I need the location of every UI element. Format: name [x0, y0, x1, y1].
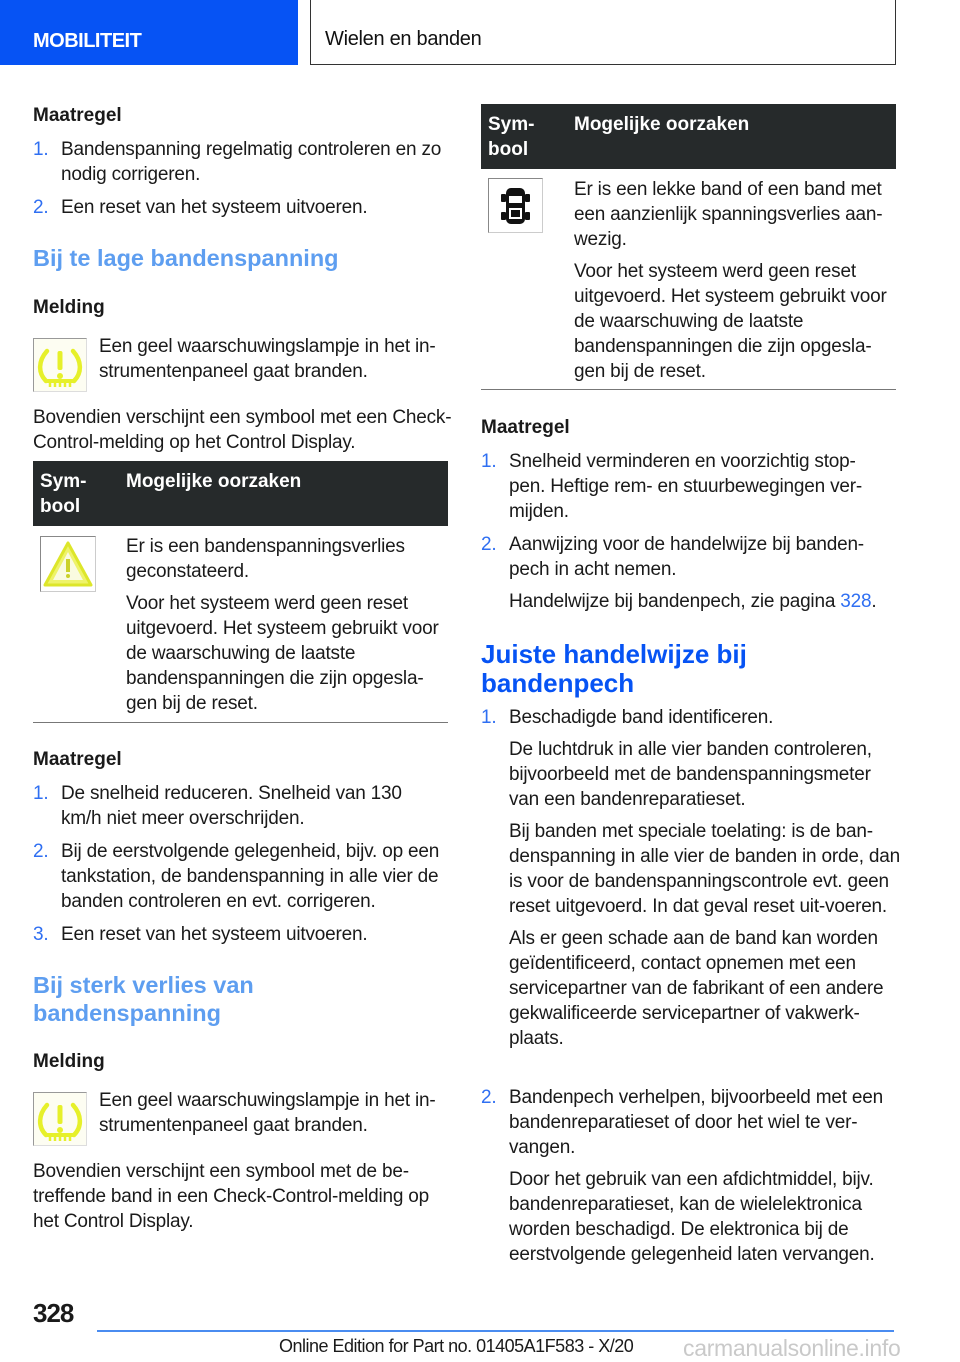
- table-row: [33, 526, 448, 723]
- melding-heading: Melding: [33, 297, 105, 318]
- column-header-symbol: Sym-bool: [40, 471, 87, 517]
- table-header: [33, 461, 448, 526]
- reference-text: Handelwijze bij bandenpech, zie pagina: [509, 591, 841, 612]
- melding-text: Een geel waarschuwingslampje in het in-strumentenpaneel gaat branden.: [99, 336, 436, 382]
- reference-end: .: [871, 591, 877, 612]
- list-number: 3.: [33, 924, 49, 945]
- list-number: 2.: [33, 841, 49, 862]
- section-title: MOBILITEIT: [33, 30, 142, 52]
- melding-heading: Melding: [33, 1051, 105, 1072]
- section-heading-flat-tire: Juiste handelwijze bij bandenpech: [481, 639, 747, 698]
- list-number: 1.: [481, 451, 497, 472]
- list-main-text: Beschadigde band identificeren.: [509, 707, 774, 728]
- list-text: Een reset van het systeem uitvoeren.: [61, 924, 368, 945]
- list-text: Bandenspanning regelmatig controleren en zo nodig corrigeren.: [61, 139, 442, 185]
- list-number: 2.: [481, 534, 497, 555]
- list-text: Bij de eerstvolgende gelegenheid, bijv. op een tankstation, de bandenspanning in alle vier de banden controleren en evt. corrigeren.: [61, 841, 440, 912]
- list-number: 1.: [33, 783, 49, 804]
- causes-cell: [126, 534, 448, 716]
- watermark: carmanualsonline.info: [683, 1335, 901, 1361]
- causes-cell: [574, 177, 896, 384]
- list-main-text: Bandenpech verhelpen, bijvoorbeeld met een bandenreparatieset of door het wiel te ver-vangen.: [509, 1087, 883, 1158]
- list-continuation: Bij banden met speciale toelating: is de ban-denspanning in alle vier de banden in orde, dan is voor de bandenspanningscontrole evt. geen reset uitgevoerd. In dat geval reset uit-voeren.: [509, 821, 900, 917]
- list-continuation: Als er geen schade aan de band kan worden geïdentificeerd, contact opnemen met een servicepartner van de fabrikant of een andere gekwalificeerde servicepartner of vakwerk-plaats.: [509, 928, 884, 1049]
- section-tab: [0, 0, 298, 65]
- table-header: [481, 104, 896, 169]
- paragraph: Bovendien verschijnt een symbool met de be-treffende band in een Check-Control-melding op het Control Display.: [33, 1161, 430, 1232]
- symbol-table: [481, 104, 896, 390]
- cause-text: Voor het systeem werd geen reset uitgevoerd. Het systeem gebruikt voor de waarschuwing de laatste bandenspanningen die zijn opgesla-gen bij de reset.: [574, 261, 887, 382]
- page-link[interactable]: 328: [840, 591, 872, 612]
- list-continuation: De luchtdruk in alle vier banden controleren, bijvoorbeeld met de bandenspanningsmeter van een bandenreparatieset.: [509, 739, 872, 810]
- column-header-causes: Mogelijke oorzaken: [126, 471, 302, 492]
- list-text: Een reset van het systeem uitvoeren.: [61, 197, 368, 218]
- list-text: Snelheid verminderen en voorzichtig stop-pen. Heftige rem- en stuurbewegingen ver-mijden.: [509, 451, 862, 522]
- cross-reference: [509, 589, 899, 614]
- warning-triangle-yellow-icon: [40, 536, 96, 592]
- chapter-title: Wielen en banden: [325, 28, 482, 50]
- list-continuation: Door het gebruik van een afdichtmiddel, bijv. bandenreparatieset, kan de wielelektronica worden beschadigd. De elektronica bij de eerstvolgende gelegenheid laten vervangen.: [509, 1169, 875, 1265]
- cause-text: Er is een bandenspanningsverlies geconstateerd.: [126, 536, 405, 582]
- list-text: De snelheid reduceren. Snelheid van 130 km/h niet meer overschrijden.: [61, 783, 402, 829]
- list-text: [509, 705, 901, 1051]
- section-heading-strong-loss: Bij sterk verlies van bandenspanning: [33, 972, 254, 1026]
- maatregel-heading: Maatregel: [33, 105, 122, 126]
- column-header-symbol: Sym-bool: [488, 114, 535, 160]
- list-number: 2.: [33, 197, 49, 218]
- list-number: 2.: [481, 1087, 497, 1108]
- tpms-warning-yellow-icon: [33, 338, 87, 392]
- column-header-causes: Mogelijke oorzaken: [574, 114, 750, 135]
- footer-divider: [97, 1330, 894, 1332]
- list-text: Aanwijzing voor de handelwijze bij banden-pech in acht nemen.: [509, 534, 864, 580]
- melding-text: Een geel waarschuwingslampje in het in-strumentenpaneel gaat branden.: [99, 1090, 436, 1136]
- table-row: [481, 169, 896, 390]
- list-text: [509, 1085, 901, 1267]
- section-heading-low-pressure: Bij te lage bandenspanning: [33, 245, 339, 271]
- chapter-tab: [310, 0, 896, 65]
- edition-text: Online Edition for Part no. 01405A1F583 - X/20: [279, 1336, 634, 1356]
- page-number: 328: [33, 1298, 74, 1328]
- cause-text: Voor het systeem werd geen reset uitgevoerd. Het systeem gebruikt voor de waarschuwing de laatste bandenspanningen die zijn opgesla-gen bij de reset.: [126, 593, 439, 714]
- maatregel-heading: Maatregel: [33, 749, 122, 770]
- paragraph: Bovendien verschijnt een symbool met een Check-Control-melding op het Control Display.: [33, 407, 452, 453]
- maatregel-heading: Maatregel: [481, 417, 570, 438]
- symbol-table: [33, 461, 448, 723]
- tpms-warning-yellow-icon: [33, 1092, 87, 1146]
- car-flat-tire-icon: [488, 178, 543, 233]
- cause-text: Er is een lekke band of een band met een aanzienlijk spanningsverlies aan-wezig.: [574, 179, 883, 250]
- list-number: 1.: [481, 707, 497, 728]
- list-number: 1.: [33, 139, 49, 160]
